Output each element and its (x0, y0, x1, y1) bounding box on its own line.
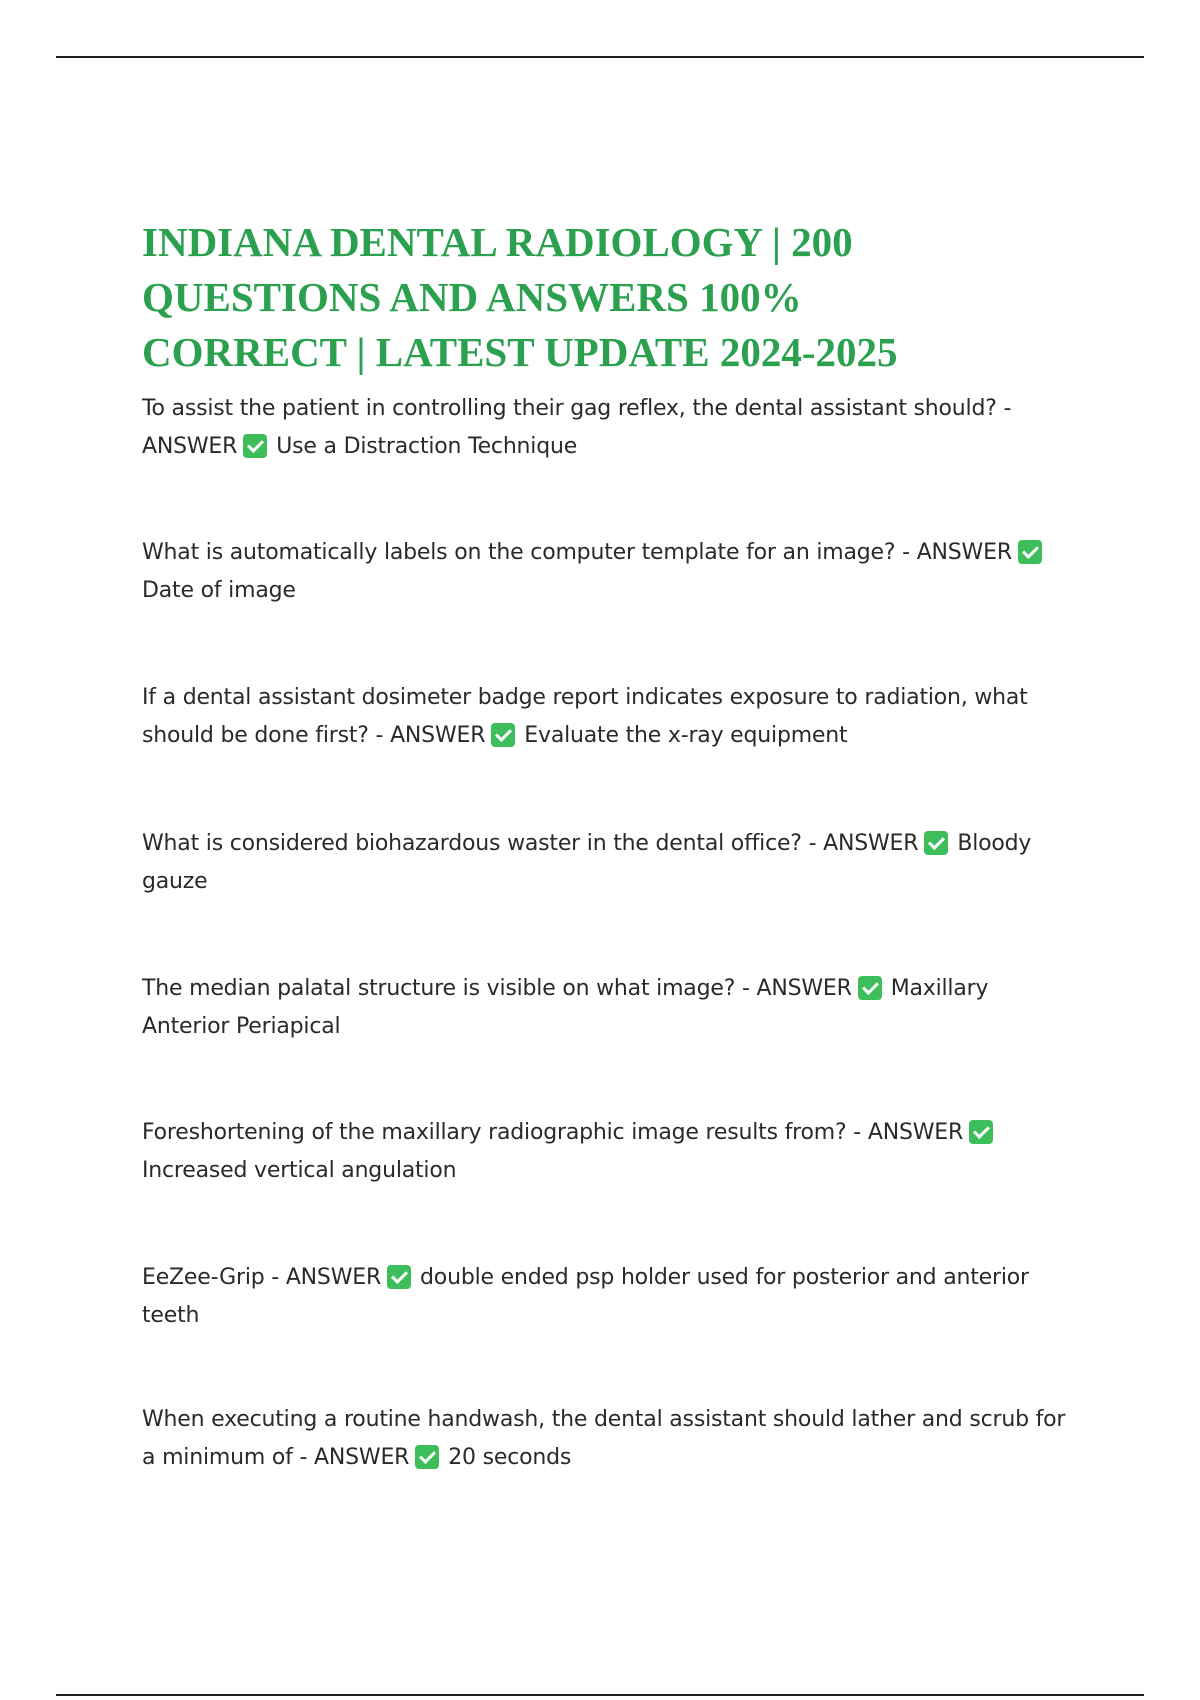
question-text: If a dental assistant dosimeter badge report indicates exposure to radiation, what should be done first? - (142, 685, 1028, 748)
answer-text: Use a Distraction Technique (276, 434, 578, 459)
header-rule (56, 56, 1144, 58)
answer-text: Date of image (142, 578, 296, 603)
check-mark-icon (243, 434, 267, 458)
check-mark-icon (415, 1445, 439, 1469)
qa-item-2 (142, 534, 1082, 610)
answer-text: Increased vertical angulation (142, 1158, 457, 1183)
answer-text: double ended psp holder used for posterior and anterior teeth (142, 1265, 1029, 1328)
answer-text: Evaluate the x-ray equipment (524, 723, 848, 748)
question-text: EeZee-Grip - (142, 1265, 280, 1290)
document-title (142, 215, 1092, 380)
title-line-1: INDIANA DENTAL RADIOLOGY | 200 (142, 219, 853, 265)
answer-label: ANSWER (390, 723, 486, 748)
title-line-3: CORRECT | LATEST UPDATE 2024-2025 (142, 329, 898, 375)
check-mark-icon (1018, 540, 1042, 564)
check-mark-icon (924, 831, 948, 855)
answer-text: 20 seconds (448, 1445, 572, 1470)
check-mark-icon (969, 1120, 993, 1144)
qa-item-3 (142, 679, 1082, 755)
footer-rule (56, 1694, 1144, 1696)
qa-item-7 (142, 1259, 1082, 1335)
answer-label: ANSWER (916, 540, 1012, 565)
qa-item-8 (142, 1401, 1082, 1477)
question-text: When executing a routine handwash, the dental assistant should lather and scrub for a minimum of - (142, 1407, 1066, 1470)
question-text: What is considered biohazardous waster in the dental office? - (142, 831, 817, 856)
answer-label: ANSWER (285, 1265, 382, 1290)
question-text: The median palatal structure is visible on what image? - (142, 976, 750, 1001)
qa-item-1 (142, 390, 1082, 466)
qa-item-4 (142, 825, 1082, 901)
answer-label: ANSWER (756, 976, 852, 1001)
check-mark-icon (491, 723, 515, 747)
check-mark-icon (387, 1265, 411, 1289)
answer-text: Bloody gauze (142, 831, 1032, 894)
question-text: What is automatically labels on the computer template for an image? - (142, 540, 910, 565)
answer-label: ANSWER (867, 1120, 964, 1145)
title-line-2: QUESTIONS AND ANSWERS 100% (142, 274, 802, 320)
answer-label: ANSWER (142, 434, 238, 459)
answer-label: ANSWER (823, 831, 919, 856)
qa-item-5 (142, 970, 1082, 1046)
qa-item-6 (142, 1114, 1082, 1190)
question-text: To assist the patient in controlling their gag reflex, the dental assistant should? - (142, 396, 1012, 421)
answer-text: Maxillary Anterior Periapical (142, 976, 989, 1039)
check-mark-icon (858, 976, 882, 1000)
question-text: Foreshortening of the maxillary radiographic image results from? - (142, 1120, 862, 1145)
answer-label: ANSWER (314, 1445, 410, 1470)
